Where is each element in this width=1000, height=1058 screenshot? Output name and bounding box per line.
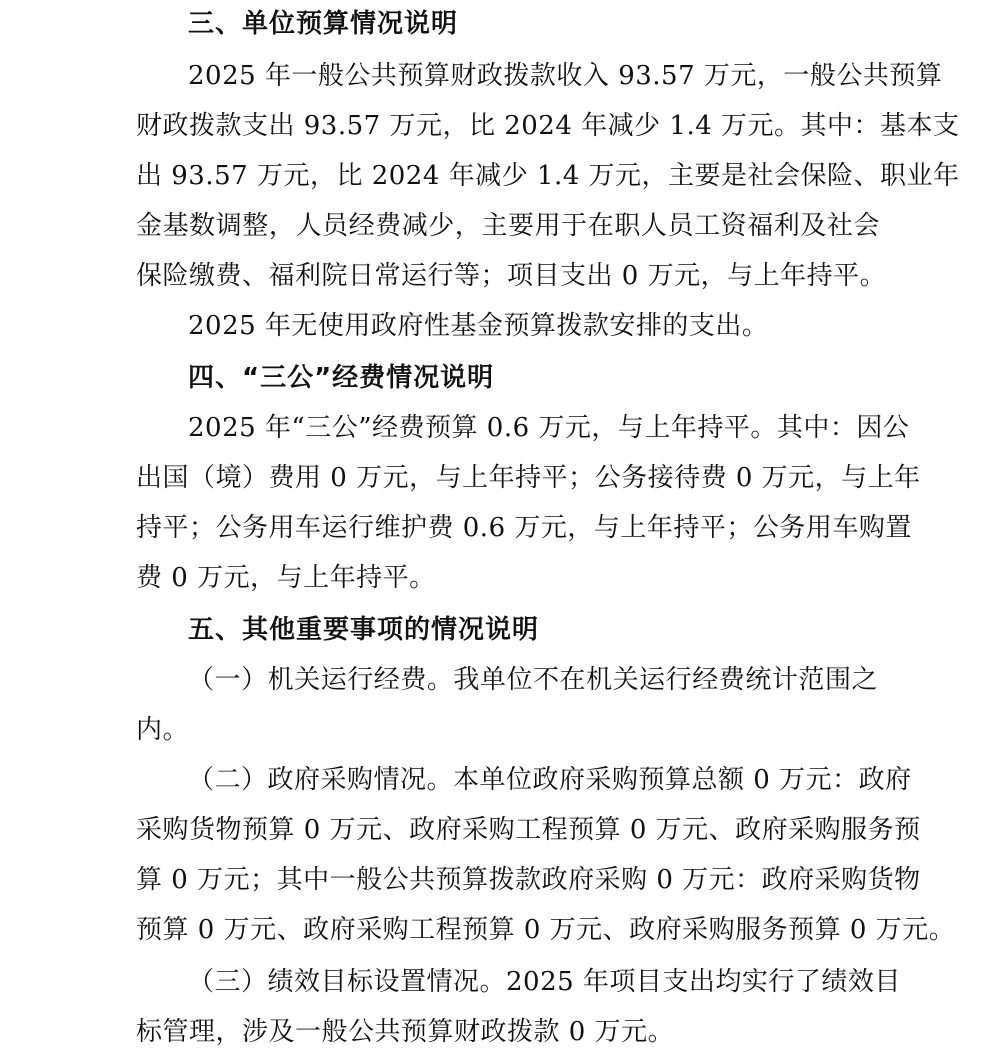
section-4-para-1-line-4: 费 0 万元，与上年持平。 (136, 563, 436, 593)
section-5-item-2-line-1: （二）政府采购情况。本单位政府采购预算总额 0 万元：政府 (188, 765, 912, 795)
section-4-para-1-line-3: 持平；公务用车运行维护费 0.6 万元，与上年持平；公务用车购置 (136, 513, 912, 543)
section-5-item-2-line-3: 算 0 万元；其中一般公共预算拨款政府采购 0 万元：政府采购货物 (136, 865, 921, 895)
section-3-para-1-line-3: 出 93.57 万元，比 2024 年减少 1.4 万元，主要是社会保险、职业年 (136, 161, 960, 191)
section-5-item-1-line-2: 内。 (136, 715, 190, 745)
section-3-para-1-line-4: 金基数调整，人员经费减少，主要用于在职人员工资福利及社会 (136, 211, 880, 241)
section-4-heading: 四、“三公”经费情况说明 (188, 363, 495, 393)
section-3-heading: 三、单位预算情况说明 (188, 9, 459, 39)
section-5-item-1-line-1: （一）机关运行经费。我单位不在机关运行经费统计范围之 (188, 665, 878, 695)
section-5-item-3-line-1: （三）绩效目标设置情况。2025 年项目支出均实行了绩效目 (188, 967, 901, 997)
section-3-para-1-line-2: 财政拨款支出 93.57 万元，比 2024 年减少 1.4 万元。其中：基本支 (136, 111, 960, 141)
section-3-para-1-line-5: 保险缴费、福利院日常运行等；项目支出 0 万元，与上年持平。 (136, 261, 887, 291)
section-4-para-1-line-1: 2025 年“三公”经费预算 0.6 万元，与上年持平。其中：因公 (188, 413, 910, 443)
section-5-item-2-line-2: 采购货物预算 0 万元、政府采购工程预算 0 万元、政府采购服务预 (136, 815, 921, 845)
section-4-para-1-line-2: 出国（境）费用 0 万元，与上年持平；公务接待费 0 万元，与上年 (136, 463, 921, 493)
section-3-para-2-line-1: 2025 年无使用政府性基金预算拨款安排的支出。 (188, 311, 769, 341)
section-5-item-2-line-4: 预算 0 万元、政府采购工程预算 0 万元、政府采购服务预算 0 万元。 (136, 915, 956, 945)
section-5-heading: 五、其他重要事项的情况说明 (188, 615, 540, 645)
section-3-para-1-line-1: 2025 年一般公共预算财政拨款收入 93.57 万元，一般公共预算 (188, 61, 943, 91)
section-5-item-3-line-2: 标管理，涉及一般公共预算财政拨款 0 万元。 (136, 1017, 675, 1047)
